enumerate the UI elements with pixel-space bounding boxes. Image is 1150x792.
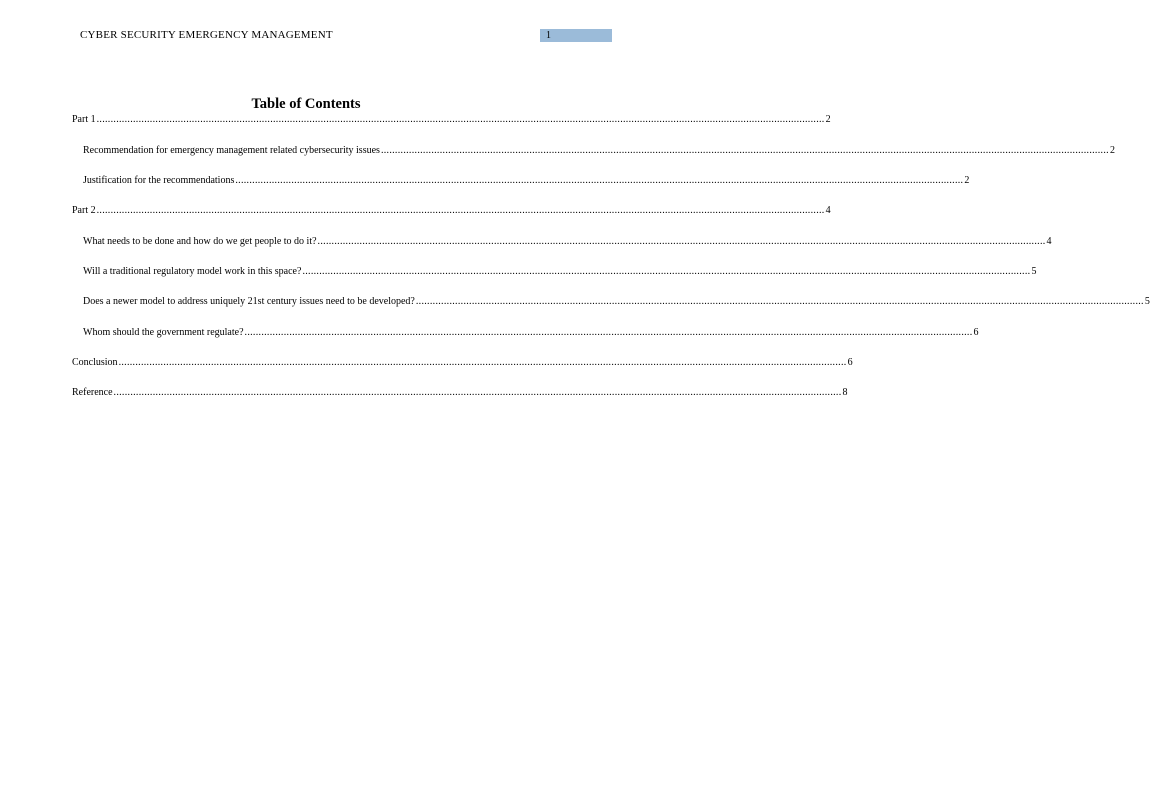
toc-entry-conclusion[interactable] xyxy=(72,357,853,369)
toc-entry-whom-to-regulate[interactable] xyxy=(83,327,979,339)
toc-entry-page: 5 xyxy=(1031,266,1037,277)
toc-entry-text: Reference xyxy=(72,387,113,398)
toc-dot-leader: .................................................................................................................................................................................................................................................................... xyxy=(380,145,1109,156)
toc-entry-page: 6 xyxy=(973,327,979,338)
toc-entry-page: 2 xyxy=(825,114,831,125)
toc-dot-leader: .................................................................................................................................................................................................................................................................... xyxy=(96,205,825,216)
toc-dot-leader: .................................................................................................................................................................................................................................................................... xyxy=(317,236,1046,247)
toc-entry-page: 5 xyxy=(1144,296,1150,307)
toc-entry-text: Recommendation for emergency management related cybersecurity issues xyxy=(83,145,380,156)
toc-entry-text: Conclusion xyxy=(72,357,118,368)
toc-entry-page: 2 xyxy=(964,175,970,186)
toc-dot-leader: .................................................................................................................................................................................................................................................................... xyxy=(415,296,1144,307)
toc-entry-text: Part 2 xyxy=(72,205,96,216)
running-header-title: CYBER SECURITY EMERGENCY MANAGEMENT xyxy=(80,29,333,41)
toc-entry-reference[interactable] xyxy=(72,387,848,399)
toc-entry-text: Does a newer model to address uniquely 21st century issues need to be developed? xyxy=(83,296,415,307)
toc-entry-text: Part 1 xyxy=(72,114,96,125)
toc-entry-page: 8 xyxy=(842,387,848,398)
toc-entry-traditional-model[interactable] xyxy=(83,266,1037,278)
toc-entry-text: Whom should the government regulate? xyxy=(83,327,244,338)
toc-dot-leader: .................................................................................................................................................................................................................................................................... xyxy=(244,327,973,338)
toc-dot-leader: .................................................................................................................................................................................................................................................................... xyxy=(235,175,964,186)
toc-entry-page: 4 xyxy=(825,205,831,216)
toc-entry-justification[interactable] xyxy=(83,175,970,187)
toc-entry-recommendation[interactable] xyxy=(83,145,1115,157)
toc-entry-newer-model[interactable] xyxy=(83,296,1150,308)
toc-dot-leader: .................................................................................................................................................................................................................................................................... xyxy=(96,114,825,125)
toc-heading: Table of Contents xyxy=(251,96,361,112)
toc-entry-what-needs-to-be-done[interactable] xyxy=(83,236,1052,248)
page-number-badge xyxy=(540,29,612,42)
toc-entry-part-1[interactable] xyxy=(72,114,831,126)
toc-entry-part-2[interactable] xyxy=(72,205,831,217)
page-number: 1 xyxy=(546,30,551,41)
toc-entry-page: 4 xyxy=(1046,236,1052,247)
toc-dot-leader: .................................................................................................................................................................................................................................................................... xyxy=(302,266,1031,277)
toc-entry-page: 6 xyxy=(847,357,853,368)
toc-dot-leader: .................................................................................................................................................................................................................................................................... xyxy=(113,387,842,398)
toc-entry-text: Justification for the recommendations xyxy=(83,175,235,186)
toc-dot-leader: .................................................................................................................................................................................................................................................................... xyxy=(118,357,847,368)
toc-entry-text: What needs to be done and how do we get people to do it? xyxy=(83,236,317,247)
toc-entry-text: Will a traditional regulatory model work in this space? xyxy=(83,266,302,277)
toc-entry-page: 2 xyxy=(1109,145,1115,156)
